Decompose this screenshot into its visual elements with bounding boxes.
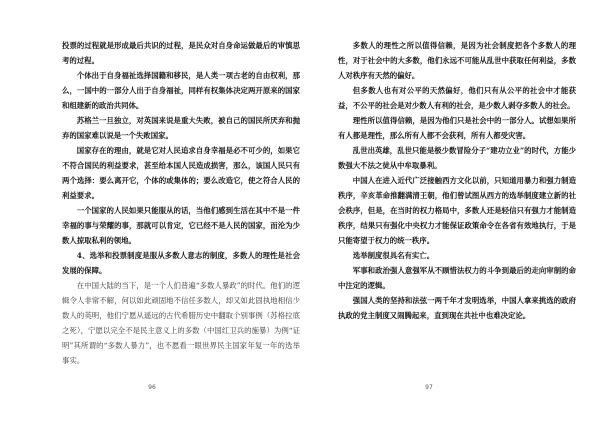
left-page <box>62 38 300 368</box>
paragraph: 理性所以值得信赖，是因为他们只是社会中的一部分人。试想如果所有人都是理性，那么所有人都不会获利，所有人都受灾害。 <box>338 116 576 140</box>
paragraph: 苏格兰一旦独立，对英国来说是重大失败，被自己的国民所厌弃和抛弃的国家难以说是一个失败国家。 <box>62 116 300 140</box>
page-number: 96 <box>148 384 156 391</box>
paragraph: 多数人的理性之所以值得信赖，是因为社会制度把各个多数人的理性，对于社会中的大多数，他们永远不可能从乱世中获取任何利益，多数人对秩序有天然的偏好。 <box>338 41 576 80</box>
paragraph: 军事和政治强人意强军从不顾惜法权力的斗争到最后的走向审制的命中注定的逻辑。 <box>338 266 576 290</box>
right-page <box>338 38 576 323</box>
page-number: 97 <box>425 384 433 391</box>
paragraph: 但多数人也有对公平的天然偏好，他们只有从公平的社会中才能获益，不公平的社会是对少数人有利的社会，是少数人剥夺多数人的社会。 <box>338 86 576 110</box>
paragraph: 中国人在进入近代广泛接触西方文化以前，只知道用暴力和强力制造秩序，辛亥革命推翻满清王朝，他们曾试图从西方的选举制度建立新的社会秩序，但是，在当时的权力格局中，多数人还是轻信只有强力才能制造秩序，结果只有强化中央权力才能保证政策命令在各省有效地执行，于是只能寄望于权力的统一秩序。 <box>338 176 576 245</box>
paragraph: 一个国家的人民如果只能服从的话，当他们感到生活在其中不是一件幸福的事与荣耀的事，那就可以肯定，它已经不是人民的国家，而沦为少数人掠取私利的领地。 <box>62 206 300 245</box>
paragraph: 个体出于自身福祉选择国籍和移民，是人类一项古老的自由权利，那么，一国中的一部分人出于自身福祉，同样有权集体决定两开原来的国家和组建新的政治共同体。 <box>62 71 300 110</box>
paragraph: 国家存在的理由，就是它对人民追求自身幸福是必不可少的，如果它不符合国民的利益要求，甚至给本国人民造成损害，那么，该国人民只有两个选择：要么离开它，个体的或集体的；要么改造它，使之符合人民的利益要求。 <box>62 146 300 200</box>
paragraph: 乱世出英雄，乱世只能是极少数冒险分子“建功立业”的时代，方能少数强大不法之徒从中牟取暴利。 <box>338 146 576 170</box>
paragraph: 强国人类的坚持和法弦一两千年才发明选举，中国人拿来挑选的政府执政的党主制度又闹腾起来，直到现在共社中也难决定论。 <box>338 296 576 320</box>
paragraph: 4、选举和投票制度是服从多数人意志的制度，多数人的理性是社会发展的保障。 <box>62 251 300 275</box>
paragraph: 选举制度很具名有实亡。 <box>352 251 435 260</box>
paragraph: 在中国大陆的当下，是一个人们普遍“多数人暴政”的时代。他们的逻辑令人非常不解，何以如此顽固地不信任多数人，却又如此固执地相信少数人的英明，他们宁愿从遥远的古代希腊历史中翻取个别事例（苏格拉底之死），宁愿以完全不是民主意义上的多数（中国红卫兵的施暴）为例“证明”其所谓的“多数人暴力”，也不愿看一眼世界民主国家年复一年的选举事实。 <box>62 281 300 365</box>
paragraph: 投票的过程就是形成最后共识的过程，是民众对自身命运做最后的审慎思考的过程。 <box>62 41 300 65</box>
